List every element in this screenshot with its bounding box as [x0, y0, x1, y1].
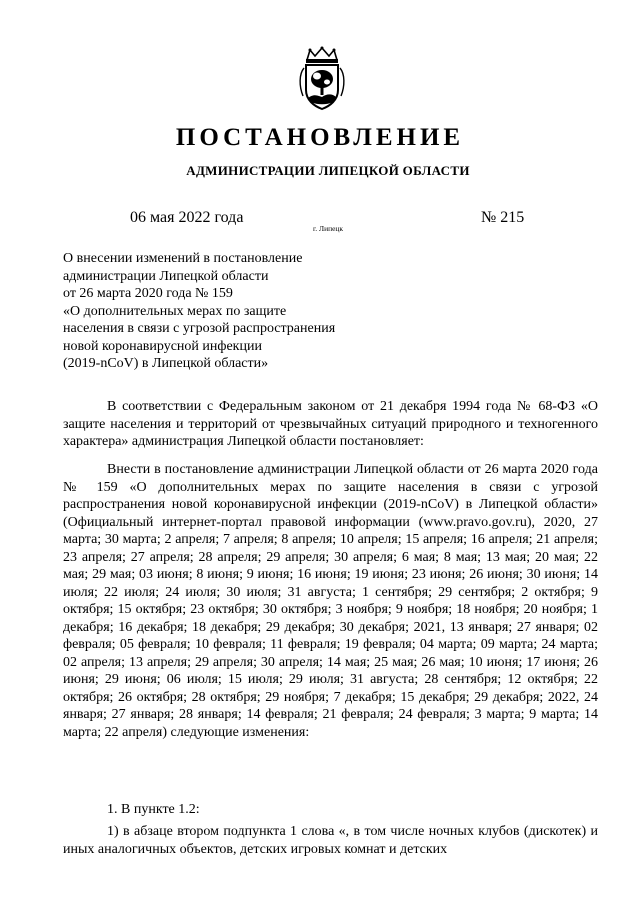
subject-line: населения в связи с угрозой распространения: [63, 321, 336, 336]
item-heading: 1. В пункте 1.2:: [107, 802, 200, 817]
subject-line: новой коронавирусной инфекции: [63, 338, 262, 354]
document-date: 06 мая 2022 года: [130, 209, 244, 226]
subject-line: «О дополнительных мерах по защите: [63, 303, 287, 319]
document-number: № 215: [481, 209, 525, 226]
item-paragraph: 1) в абзаце втором подпункта 1 слова «, в том числе ночных клубов (дискотек) и иных аналогичных объектов, детских игровых комнат и детских: [63, 824, 598, 857]
subject-line: О внесении изменений в постановление: [63, 251, 303, 266]
subject-line: (2019-nCoV) в Липецкой области»: [63, 356, 269, 371]
main-paragraph: Внести в постановление администрации Липецкой области от 26 марта 2020 года № 159 «О дополнительных мерах по защите населения в связи с угрозой распространения новой коронавирусной инфекции (2019-nCoV) в Липецкой области» (Официальный интернет-портал правовой информации (www.pravo.gov.ru), 2020, 27 марта; 30 марта; 2 апреля; 7 апреля; 8 апреля; 10 апреля; 15 апреля; 16 апреля; 21 апреля; 23 апреля; 27 апреля; 28 апреля; 29 апреля; 30 апреля; 6 мая; 8 мая; 13 мая; 20 мая; 22 мая; 29 мая; 03 июня; 8 июня; 9 июня; 16 июня; 19 июня; 23 июня; 26 июня; 30 июня; 14 июля; 22 июля; 24 июля; 30 июля; 31 августа; 1 сентября; 29 сентября; 2 октября; 9 октября; 15 октября; 23 октября; 30 октября; 3 ноября; 9 ноября; 18 ноября; 20 ноября; 1 декабря; 16 декабря; 18 декабря; 29 декабря; 30 декабря; 2021, 13 января; 27 января; 02 февраля; 05 февраля; 10 февраля; 11 февраля; 19 февраля; 04 марта; 09 марта; 24 марта; 02 апреля; 13 апреля; 29 апреля; 30 апреля; 14 мая; 25 мая; 26 мая; 10 июня; 17 июня; 26 июня; 29 июня; 06 июля; 15 июля; 29 июля; 31 августа; 28 сентября; 12 октября; 22 октября; 26 октября; 28 октября; 29 ноября; 7 декабря; 15 декабря; 29 декабря; 2022, 24 января; 27 января; 28 января; 14 февраля; 21 февраля; 24 февраля; 3 марта; 9 марта; 14 марта; 22 апреля) следующие изменения:: [63, 462, 598, 740]
coat-of-arms-icon: [297, 46, 347, 112]
subject-line: от 26 марта 2020 года № 159: [63, 286, 233, 301]
subject-line: администрации Липецкой области: [63, 268, 269, 284]
document-city: г. Липецк: [313, 224, 344, 233]
preamble-paragraph: В соответствии с Федеральным законом от 21 декабря 1994 года № 68-ФЗ «О защите населения и территорий от чрезвычайных ситуаций природного и техногенного характера» администрация Липецкой области постановляет:: [63, 399, 598, 449]
document-subject: [63, 250, 393, 373]
document-subtitle: АДМИНИСТРАЦИИ ЛИПЕЦКОЙ ОБЛАСТИ: [186, 163, 470, 178]
document-title: ПОСТАНОВЛЕНИЕ: [175, 124, 465, 151]
